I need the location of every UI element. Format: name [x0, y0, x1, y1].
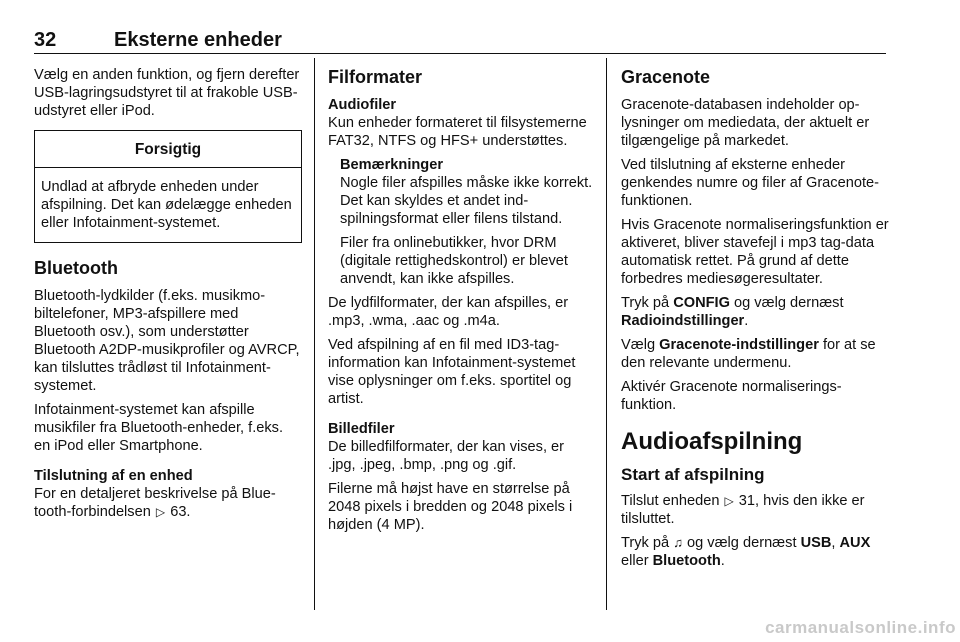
- press-text-mid: og vælg dernæst: [687, 535, 797, 551]
- config-instruction: [621, 294, 889, 330]
- notes-heading: Bemærkninger: [340, 157, 443, 173]
- caution-title: Forsigtig: [35, 131, 301, 168]
- column-3: [621, 66, 889, 576]
- caution-box: [34, 130, 302, 243]
- gn-text-pre: Vælg: [621, 337, 656, 353]
- source-instruction: [621, 534, 889, 570]
- comma: ,: [831, 535, 836, 551]
- aux-item: AUX: [839, 535, 871, 551]
- config-text-pre: Tryk på: [621, 295, 670, 311]
- notes-paragraph-2: Filer fra onlinebutikker, hvor DRM (digitale rettighedskontrol) er blevet anvendt, kan ikke afspilles.: [340, 235, 568, 287]
- start-page-ref: 31, hvis den ikke er tilsluttet.: [621, 493, 865, 527]
- bluetooth-item: Bluetooth: [652, 553, 721, 569]
- config-text-mid: og vælg dernæst: [734, 295, 844, 311]
- start-playback-heading: Start af afspilning: [621, 465, 765, 484]
- image-size-paragraph: Filerne må højst have en størrelse på 2048 pixels i bredden og 2048 pixels i højden (4 MP).: [328, 481, 573, 533]
- notes-paragraph-1: Nogle filer afspilles måske ikke korrekt. Det kan skyldes et andet indspilningsformat eller filens tilstand.: [340, 175, 593, 227]
- period: .: [720, 553, 725, 569]
- watermark: carmanualsonline.info: [765, 618, 956, 637]
- audio-files-paragraph: Kun enheder formateret til filsystemerne FAT32, NTFS og HFS+ understøttes.: [328, 115, 587, 149]
- page-number: 32: [34, 29, 57, 51]
- press-text-pre: Tryk på: [621, 535, 670, 551]
- connect-paragraph: [34, 485, 302, 521]
- gn-text-post: for at se den relevante undermenu.: [621, 337, 876, 371]
- page-ref-arrow-icon: ▷: [724, 494, 734, 508]
- bluetooth-paragraph-2: Infotainment-systemet kan afspille musikfiler fra Bluetooth-enheder, f.eks. en iPod eller Smartphone.: [34, 402, 284, 454]
- gracenote-settings-item: Gracenote-indstillinger: [659, 337, 819, 353]
- connect-text: For en detaljeret beskrivelse på Bluetooth-forbindelsen: [34, 486, 276, 520]
- config-text-end: .: [744, 313, 749, 329]
- bluetooth-heading: Bluetooth: [34, 258, 118, 278]
- gracenote-paragraph-1: Gracenote-databasen indeholder oplysninger om mediedata, der aktuelt er tilgængelige på markedet.: [621, 97, 870, 149]
- notes-block: [328, 156, 593, 288]
- gracenote-paragraph-2: Ved tilslutning af eksterne enheder genkendes numre og filer af Gracenote-funktionen.: [621, 157, 879, 209]
- column-2: [328, 66, 593, 540]
- or-text: eller: [621, 553, 649, 569]
- audio-formats-paragraph: De lydfilformater, der kan afspilles, er .mp3, .wma, .aac og .m4a.: [328, 295, 569, 329]
- gracenote-paragraph-3: Hvis Gracenote normaliseringsfunktion er aktiveret, bliver stavefejl i mp3 tag-data automatisk rettet. På grund af dette forbedres mediesøgeresultater.: [621, 217, 889, 287]
- header-rule: [34, 53, 886, 54]
- column-divider-1: [314, 58, 315, 610]
- start-text-pre: Tilslut enheden: [621, 493, 720, 509]
- intro-paragraph: Vælg en anden funktion, og fjern derefter USB-lagringsudstyret til at frakoble USB-udstyret eller iPod.: [34, 67, 300, 119]
- column-divider-2: [606, 58, 607, 610]
- page-title: Eksterne enheder: [114, 29, 282, 51]
- bluetooth-paragraph-1: Bluetooth-lydkilder (f.eks. musikmobiltelefoner, MP3-afspillere med Bluetooth osv.), som understøtter Bluetooth A2DP-musikprofiler og AVRCP, kan tilsluttes trådløst til Infotainment-systemet.: [34, 288, 300, 394]
- music-note-icon: ♫: [673, 535, 683, 550]
- activate-paragraph: Aktivér Gracenote normaliseringsfunktion.: [621, 379, 842, 413]
- column-1: [34, 66, 302, 527]
- audio-playback-heading: Audioafspilning: [621, 428, 803, 455]
- start-instruction: [621, 492, 889, 528]
- config-key: CONFIG: [673, 295, 730, 311]
- page-header: [34, 28, 886, 52]
- gracenote-heading: Gracenote: [621, 67, 711, 87]
- page-ref-arrow-icon: ▷: [155, 505, 166, 519]
- connect-heading: Tilslutning af en enhed: [34, 468, 193, 484]
- gracenote-settings-instruction: [621, 336, 889, 372]
- usb-item: USB: [800, 535, 832, 551]
- id3-paragraph: Ved afspilning af en fil med ID3-tag-information kan Infotainment-systemet vise oplysninger om f.eks. sportitel og artist.: [328, 337, 576, 407]
- caution-text: Undlad at afbryde enheden under afspilning. Det kan ødelægge enheden eller Infotainment-systemet.: [41, 179, 292, 231]
- image-formats-paragraph: De billedfilformater, der kan vises, er .jpg, .jpeg, .bmp, .png og .gif.: [328, 439, 565, 473]
- file-formats-heading: Filformater: [328, 67, 423, 87]
- radio-settings-item: Radioindstillinger: [621, 313, 745, 329]
- image-files-heading: Billedfiler: [328, 421, 395, 437]
- audio-files-heading: Audiofiler: [328, 97, 397, 113]
- connect-page-ref[interactable]: 63.: [170, 504, 191, 520]
